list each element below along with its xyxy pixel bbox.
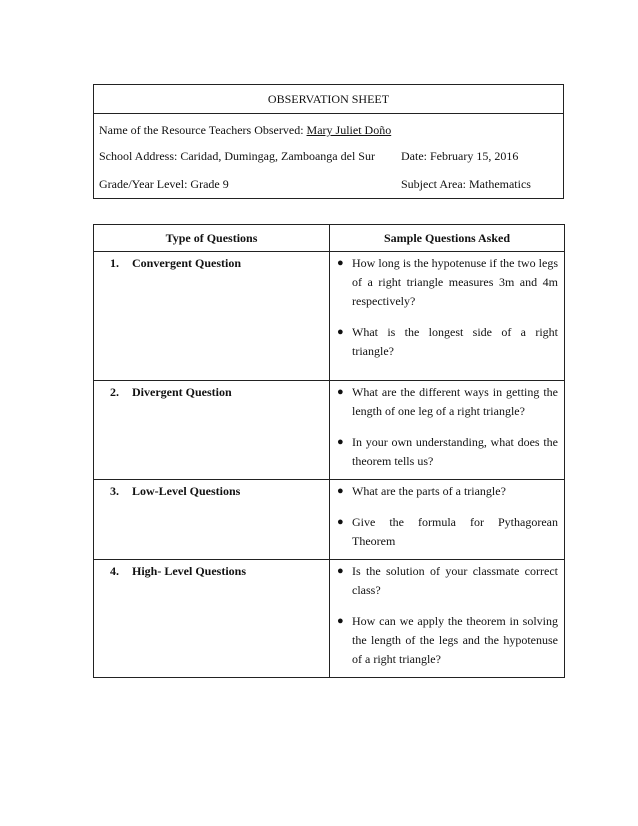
list-item	[330, 433, 558, 471]
question-type-cell	[94, 252, 330, 381]
list-item	[330, 513, 558, 551]
teacher-label: Name of the Resource Teachers Observed:	[99, 123, 304, 137]
list-item	[330, 612, 558, 669]
question-type: High- Level Questions	[132, 564, 247, 578]
grade-line	[99, 177, 229, 192]
question-type: Convergent Question	[132, 256, 241, 270]
sample-question: How long is the hypotenuse if the two legs of a right triangle measures 3m and 4m respectively?	[352, 256, 558, 308]
row-number: 3.	[110, 484, 119, 498]
sample-question: Give the formula for Pythagorean Theorem	[352, 515, 558, 548]
sheet-title: OBSERVATION SHEET	[94, 85, 563, 114]
subject-line	[401, 177, 531, 192]
table-row	[94, 381, 565, 480]
sample-questions-cell	[330, 560, 565, 678]
col-header-type: Type of Questions	[94, 225, 330, 252]
subject-label: Subject Area:	[401, 177, 466, 191]
list-item	[330, 562, 558, 600]
sample-question: In your own understanding, what does the theorem tells us?	[352, 435, 558, 468]
question-type: Divergent Question	[132, 385, 232, 399]
question-type-cell	[94, 560, 330, 678]
list-item	[330, 254, 558, 311]
table-row	[94, 480, 565, 560]
teacher-name: Mary Juliet Doño	[306, 123, 392, 137]
question-type-cell	[94, 480, 330, 560]
school-address: Caridad, Dumingag, Zamboanga del Sur	[180, 149, 375, 163]
date-value: February 15, 2016	[430, 149, 519, 163]
grade-value: Grade 9	[190, 177, 229, 191]
bullet-icon: ●	[337, 436, 344, 448]
bullet-icon: ●	[337, 615, 344, 627]
list-item	[330, 323, 558, 361]
date-label: Date:	[401, 149, 427, 163]
question-type-cell	[94, 381, 330, 480]
bullet-icon: ●	[337, 516, 344, 528]
list-item	[330, 383, 558, 421]
bullet-icon: ●	[337, 485, 344, 497]
row-number: 4.	[110, 564, 119, 578]
school-line	[99, 149, 375, 164]
teacher-line	[99, 123, 391, 138]
table-row	[94, 252, 565, 381]
row-number: 1.	[110, 256, 119, 270]
date-line	[401, 149, 518, 164]
row-number: 2.	[110, 385, 119, 399]
sample-question: What is the longest side of a right triangle?	[352, 325, 558, 358]
sample-questions-cell	[330, 381, 565, 480]
bullet-icon: ●	[337, 326, 344, 338]
list-item	[330, 482, 558, 501]
question-type: Low-Level Questions	[132, 484, 241, 498]
questions-table	[93, 224, 565, 678]
sample-questions-cell	[330, 252, 565, 381]
grade-label: Grade/Year Level:	[99, 177, 188, 191]
sample-question: What are the different ways in getting the length of one leg of a right triangle?	[352, 385, 558, 418]
sample-question: Is the solution of your classmate correct class?	[352, 564, 558, 597]
observation-header-box	[93, 84, 564, 199]
subject-value: Mathematics	[468, 177, 531, 191]
table-header-row	[94, 225, 565, 252]
sample-questions-cell	[330, 480, 565, 560]
col-header-samples: Sample Questions Asked	[330, 225, 565, 252]
table-row	[94, 560, 565, 678]
bullet-icon: ●	[337, 386, 344, 398]
bullet-icon: ●	[337, 257, 344, 269]
school-label: School Address:	[99, 149, 178, 163]
bullet-icon: ●	[337, 565, 344, 577]
sample-question: How can we apply the theorem in solving the length of the legs and the hypotenuse of a right triangle?	[352, 614, 558, 666]
header-details	[94, 114, 563, 198]
sample-question: What are the parts of a triangle?	[352, 484, 506, 498]
